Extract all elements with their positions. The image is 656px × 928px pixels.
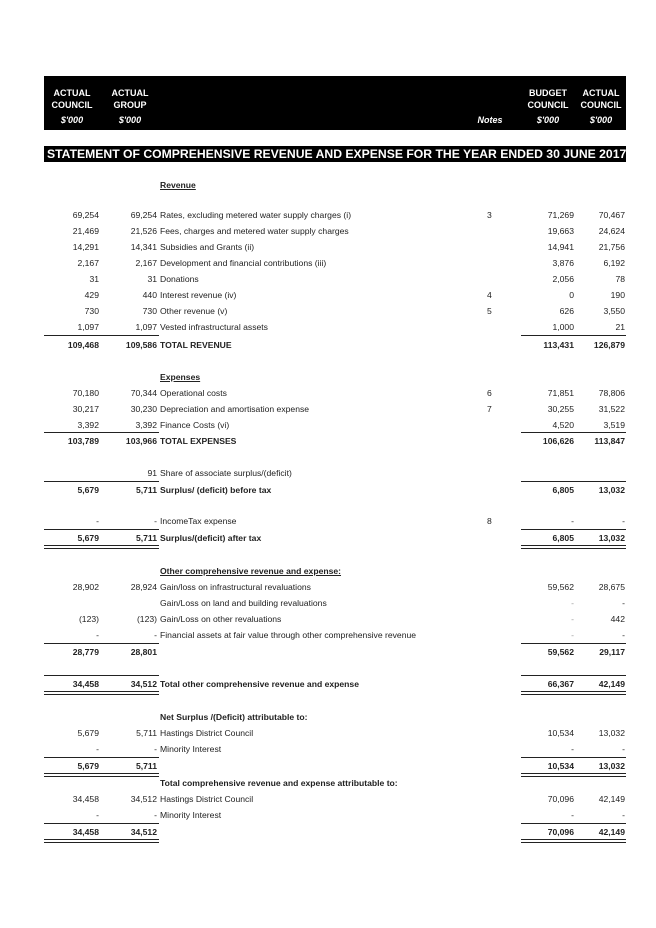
rule-line: [44, 675, 159, 676]
table-row: [0, 580, 656, 594]
row-label: Surplus/(deficit) after tax: [160, 533, 262, 543]
actual-council-value: 31: [89, 274, 99, 284]
row-label: Share of associate surplus/(deficit): [160, 468, 292, 478]
actual-council-value: -: [96, 810, 99, 820]
actual-council-value: 730: [84, 306, 99, 316]
budget-council-value: 71,851: [547, 388, 574, 398]
heading-line: COUNCIL: [580, 100, 622, 110]
note-ref: 6: [487, 388, 492, 398]
other-subtotal-row: [0, 645, 656, 659]
row-label: TOTAL EXPENSES: [160, 436, 237, 446]
row-label: Development and financial contributions (iii): [160, 258, 327, 268]
statement-title: [44, 146, 626, 162]
table-row: [0, 386, 656, 400]
col-actual-group-heading: [108, 87, 152, 111]
actual-group-value: 5,711: [136, 728, 157, 738]
rule-line: [44, 432, 159, 433]
statement-title-text: STATEMENT OF COMPREHENSIVE REVENUE AND EXPENSE FOR THE YEAR ENDED 30 JUNE 2017: [47, 147, 626, 161]
actual-group-value: 5,711: [135, 485, 157, 495]
table-row: [0, 272, 656, 286]
prior-actual-council-value: -: [622, 516, 625, 526]
actual-group-value: 30,230: [130, 404, 157, 414]
budget-council-value: -: [571, 810, 574, 820]
actual-council-value: 3,392: [77, 420, 99, 430]
actual-group-value: 3,392: [135, 420, 157, 430]
col-actual-council-heading-2: [578, 87, 624, 111]
unit-label: $'000: [118, 115, 142, 125]
table-row: [0, 808, 656, 822]
table-row: [0, 288, 656, 302]
section-heading-net-surplus: [0, 710, 656, 724]
actual-council-value: 30,217: [72, 404, 99, 414]
section-heading-total-comprehensive: [0, 776, 656, 790]
actual-group-value: -: [154, 810, 157, 820]
actual-council-value: 28,779: [72, 647, 99, 657]
row-label: Fees, charges and metered water supply charges: [160, 226, 349, 236]
actual-council-value: 14,291: [72, 242, 99, 252]
row-label: Other revenue (v): [160, 306, 228, 316]
actual-council-value: -: [96, 630, 99, 640]
actual-group-value: 5,711: [135, 533, 157, 543]
heading-line: ACTUAL: [111, 88, 149, 98]
heading-line: ACTUAL: [582, 88, 620, 98]
table-row: [0, 628, 656, 642]
rule-line: [521, 481, 626, 482]
unit-label: $'000: [60, 115, 84, 125]
row-label: Rates, excluding metered water supply charges (i): [160, 210, 352, 220]
row-label: Gain/loss on infrastructural revaluations: [160, 582, 311, 592]
budget-council-value: 2,056: [552, 274, 574, 284]
actual-group-value: 34,512: [130, 794, 157, 804]
total-expenses-row: [0, 434, 656, 448]
budget-council-value: 30,255: [547, 404, 574, 414]
budget-council-value: 71,269: [547, 210, 574, 220]
prior-actual-council-value: 31,522: [598, 404, 625, 414]
prior-actual-council-value: 21: [615, 322, 625, 332]
heading-line: BUDGET: [529, 88, 567, 98]
budget-council-value: 1,000: [552, 322, 574, 332]
table-row: [0, 596, 656, 610]
prior-actual-council-value: 24,624: [598, 226, 625, 236]
budget-council-value: 19,663: [547, 226, 574, 236]
row-label: Operational costs: [160, 388, 227, 398]
budget-council-value: 106,626: [542, 436, 574, 446]
section-heading-expenses: [0, 370, 656, 384]
rule-line: [521, 675, 626, 676]
row-label: Minority Interest: [160, 810, 222, 820]
note-ref: 5: [487, 306, 492, 316]
prior-actual-council-value: 13,032: [598, 485, 625, 495]
actual-group-value: 70,344: [130, 388, 157, 398]
table-row: [0, 208, 656, 222]
prior-actual-council-value: 29,117: [599, 647, 625, 657]
actual-council-value: 5,679: [77, 728, 99, 738]
rule-line: [44, 481, 159, 482]
prior-actual-council-value: 70,467: [598, 210, 625, 220]
actual-council-value: 109,468: [67, 340, 99, 350]
budget-council-value: -: [571, 614, 574, 624]
double-rule: [44, 545, 159, 549]
row-label: Gain/Loss on other revaluations: [160, 614, 282, 624]
actual-group-value: 109,586: [125, 340, 157, 350]
rule-line: [44, 529, 159, 530]
row-label: Donations: [160, 274, 199, 284]
prior-actual-council-value: 190: [610, 290, 625, 300]
table-row: [0, 418, 656, 432]
prior-actual-council-value: -: [622, 630, 625, 640]
col-budget-council-heading: [526, 87, 570, 111]
prior-actual-council-value: 21,756: [598, 242, 625, 252]
actual-group-value: 730: [142, 306, 157, 316]
table-row: [0, 304, 656, 318]
budget-council-value: 6,805: [552, 533, 574, 543]
budget-council-value: 70,096: [547, 827, 574, 837]
budget-council-value: 70,096: [547, 794, 574, 804]
actual-council-value: 5,679: [77, 533, 99, 543]
actual-group-value: 28,801: [130, 647, 157, 657]
actual-group-value: 31: [147, 274, 157, 284]
budget-council-value: -: [571, 630, 574, 640]
table-row: [0, 320, 656, 334]
actual-council-value: 70,180: [72, 388, 99, 398]
row-label: Surplus/ (deficit) before tax: [160, 485, 272, 495]
actual-council-value: 429: [84, 290, 99, 300]
budget-council-value: 10,534: [547, 761, 574, 771]
actual-group-value: 103,966: [125, 436, 157, 446]
double-rule: [521, 691, 626, 695]
prior-actual-council-value: 13,032: [598, 761, 625, 771]
section-heading-text: Net Surplus /(Deficit) attributable to:: [160, 712, 308, 722]
double-rule: [44, 839, 159, 843]
prior-actual-council-value: 113,847: [594, 436, 625, 446]
col-actual-council-heading: [50, 87, 94, 111]
prior-actual-council-value: 42,149: [598, 679, 625, 689]
rule-line: [44, 757, 159, 758]
actual-council-value: 2,167: [77, 258, 99, 268]
row-label: Total other comprehensive revenue and expense: [160, 679, 359, 689]
rule-line: [521, 432, 626, 433]
section-heading-other: [0, 564, 656, 578]
actual-council-value: -: [96, 744, 99, 754]
prior-actual-council-value: 78: [615, 274, 625, 284]
budget-council-value: 113,431: [543, 340, 574, 350]
row-label: IncomeTax expense: [160, 516, 237, 526]
note-ref: 7: [487, 404, 492, 414]
note-ref: 8: [487, 516, 492, 526]
unit-label: $'000: [589, 115, 613, 125]
budget-council-value: 14,941: [547, 242, 574, 252]
table-row: [0, 240, 656, 254]
row-label: Minority Interest: [160, 744, 222, 754]
prior-actual-council-value: 28,675: [598, 582, 625, 592]
actual-group-value: 34,512: [130, 679, 157, 689]
actual-council-value: 34,458: [72, 679, 99, 689]
rule-line: [44, 643, 159, 644]
prior-actual-council-value: 42,149: [598, 794, 625, 804]
actual-council-value: 28,902: [72, 582, 99, 592]
heading-line: GROUP: [113, 100, 147, 110]
double-rule: [44, 691, 159, 695]
prior-actual-council-value: -: [622, 598, 625, 608]
row-label: Hastings District Council: [160, 794, 254, 804]
actual-group-value: -: [154, 516, 157, 526]
actual-council-value: 103,789: [67, 436, 99, 446]
actual-group-value: (123): [136, 614, 157, 624]
actual-group-value: 91: [147, 468, 157, 478]
table-row: [0, 742, 656, 756]
budget-council-value: 59,562: [547, 647, 574, 657]
rule-line: [521, 823, 626, 824]
heading-line: ACTUAL: [53, 88, 91, 98]
table-row: [0, 224, 656, 238]
rule-line: [521, 757, 626, 758]
actual-group-value: 34,512: [130, 827, 157, 837]
double-rule: [521, 839, 626, 843]
section-heading-text: Total comprehensive revenue and expense attributable to:: [160, 778, 398, 788]
rule-line: [521, 335, 626, 336]
rule-line: [44, 335, 159, 336]
actual-council-value: 21,469: [72, 226, 99, 236]
section-heading-text: Revenue: [160, 180, 196, 190]
row-label: Subsidies and Grants (ii): [160, 242, 255, 252]
actual-group-value: 5,711: [135, 761, 157, 771]
associate-row: [0, 466, 656, 480]
note-ref: 3: [487, 210, 492, 220]
section-heading-revenue: [0, 178, 656, 192]
actual-group-value: 1,097: [135, 322, 157, 332]
row-label: Interest revenue (iv): [160, 290, 237, 300]
row-label: Hastings District Council: [160, 728, 254, 738]
prior-actual-council-value: 78,806: [598, 388, 625, 398]
actual-group-value: -: [154, 744, 157, 754]
surplus-after-tax-row: [0, 531, 656, 545]
prior-actual-council-value: 42,149: [598, 827, 625, 837]
actual-group-value: 21,526: [130, 226, 157, 236]
prior-actual-council-value: 13,032: [598, 533, 625, 543]
section-heading-text: Other comprehensive revenue and expense:: [160, 566, 342, 576]
prior-actual-council-value: 13,032: [598, 728, 625, 738]
unit-label: $'000: [536, 115, 560, 125]
actual-council-value: 69,254: [72, 210, 99, 220]
prior-actual-council-value: 3,519: [603, 420, 625, 430]
prior-actual-council-value: 442: [610, 614, 625, 624]
budget-council-value: -: [571, 598, 574, 608]
rule-line: [44, 823, 159, 824]
actual-group-value: 28,924: [130, 582, 157, 592]
actual-council-value: 1,097: [77, 322, 99, 332]
table-row: [0, 612, 656, 626]
table-row: [0, 726, 656, 740]
prior-actual-council-value: 3,550: [603, 306, 625, 316]
table-row: [0, 792, 656, 806]
heading-line: COUNCIL: [51, 100, 93, 110]
budget-council-value: 3,876: [552, 258, 574, 268]
income-tax-row: [0, 514, 656, 528]
prior-actual-council-value: 126,879: [593, 340, 625, 350]
surplus-before-tax-row: [0, 483, 656, 497]
actual-council-value: -: [96, 516, 99, 526]
budget-council-value: 66,367: [547, 679, 574, 689]
prior-actual-council-value: -: [622, 810, 625, 820]
row-label: Vested infrastructural assets: [160, 322, 268, 332]
rule-line: [521, 643, 626, 644]
actual-group-value: 440: [142, 290, 157, 300]
comp-total-row: [0, 825, 656, 839]
budget-council-value: -: [571, 744, 574, 754]
heading-line: COUNCIL: [527, 100, 569, 110]
budget-council-value: 0: [569, 290, 574, 300]
table-row: [0, 402, 656, 416]
actual-council-value: 5,679: [77, 485, 99, 495]
budget-council-value: 626: [559, 306, 574, 316]
actual-council-value: 5,679: [77, 761, 99, 771]
double-rule: [521, 545, 626, 549]
budget-council-value: 4,520: [552, 420, 574, 430]
row-label: Gain/Loss on land and building revaluations: [160, 598, 327, 608]
actual-council-value: (123): [78, 614, 99, 624]
prior-actual-council-value: 6,192: [603, 258, 625, 268]
total-other-comprehensive-row: [0, 677, 656, 691]
row-label: Finance Costs (vi): [160, 420, 230, 430]
note-ref: 4: [487, 290, 492, 300]
budget-council-value: 59,562: [547, 582, 574, 592]
table-row: [0, 256, 656, 270]
actual-group-value: 14,341: [130, 242, 157, 252]
budget-council-value: -: [571, 516, 574, 526]
budget-council-value: 10,534: [547, 728, 574, 738]
row-label: Depreciation and amortisation expense: [160, 404, 310, 414]
column-header-bar: [44, 76, 626, 130]
prior-actual-council-value: -: [622, 744, 625, 754]
row-label: Financial assets at fair value through other comprehensive revenue: [160, 630, 417, 640]
actual-group-value: -: [154, 630, 157, 640]
row-label: TOTAL REVENUE: [160, 340, 232, 350]
actual-council-value: 34,458: [72, 794, 99, 804]
net-total-row: [0, 759, 656, 773]
actual-group-value: 2,167: [135, 258, 157, 268]
actual-council-value: 34,458: [72, 827, 99, 837]
budget-council-value: 6,805: [552, 485, 574, 495]
actual-group-value: 69,254: [130, 210, 157, 220]
rule-line: [521, 529, 626, 530]
section-heading-text: Expenses: [160, 372, 201, 382]
notes-heading: Notes: [477, 115, 503, 125]
total-revenue-row: [0, 338, 656, 352]
